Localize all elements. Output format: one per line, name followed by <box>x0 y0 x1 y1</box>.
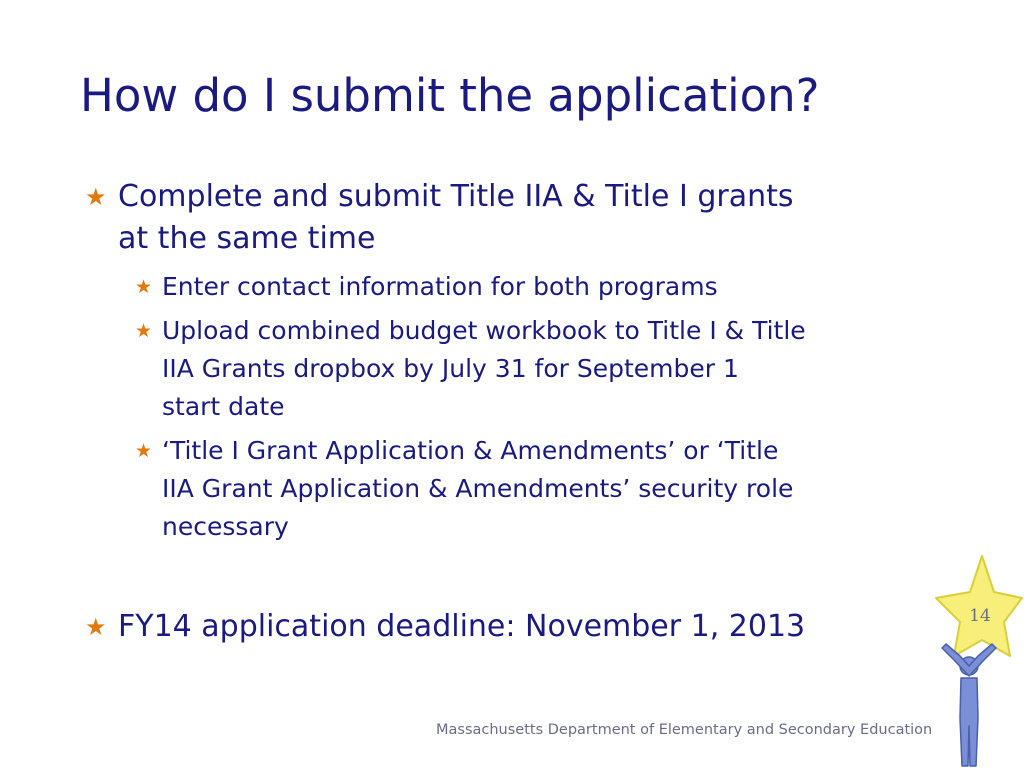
bullet-item-4 <box>135 432 794 546</box>
bullet-text: Upload combined budget workbook to Title I & Title <box>162 316 806 345</box>
bullet-item-3 <box>135 312 806 426</box>
star-bullet-icon: ★ <box>135 276 153 298</box>
star-bullet-icon: ★ <box>85 183 107 211</box>
slide-title: How do I submit the application? <box>80 69 820 122</box>
bullet-text: ‘Title I Grant Application & Amendments’ or ‘Title <box>162 436 779 465</box>
page-number: 14 <box>969 606 991 626</box>
bullet-text: IIA Grant Application & Amendments’ security role <box>162 474 794 503</box>
star-bullet-icon: ★ <box>85 613 107 641</box>
star-bullet-icon: ★ <box>135 320 153 342</box>
bullet-text: FY14 application deadline: November 1, 2013 <box>118 609 806 644</box>
bullet-text: at the same time <box>118 221 376 256</box>
bullet-text: Enter contact information for both programs <box>162 272 718 301</box>
bullet-item-2 <box>135 268 718 306</box>
bullet-item-5 <box>85 606 806 648</box>
star-figure-logo <box>914 548 1024 768</box>
footer-text: Massachusetts Department of Elementary and Secondary Education <box>436 722 933 738</box>
bullet-text: necessary <box>162 512 289 541</box>
bullet-text: Complete and submit Title IIA & Title I grants <box>118 179 794 214</box>
bullet-text: start date <box>162 392 285 421</box>
bullet-item-1 <box>85 176 794 260</box>
bullet-text: IIA Grants dropbox by July 31 for September 1 <box>162 354 739 383</box>
star-bullet-icon: ★ <box>135 440 153 462</box>
